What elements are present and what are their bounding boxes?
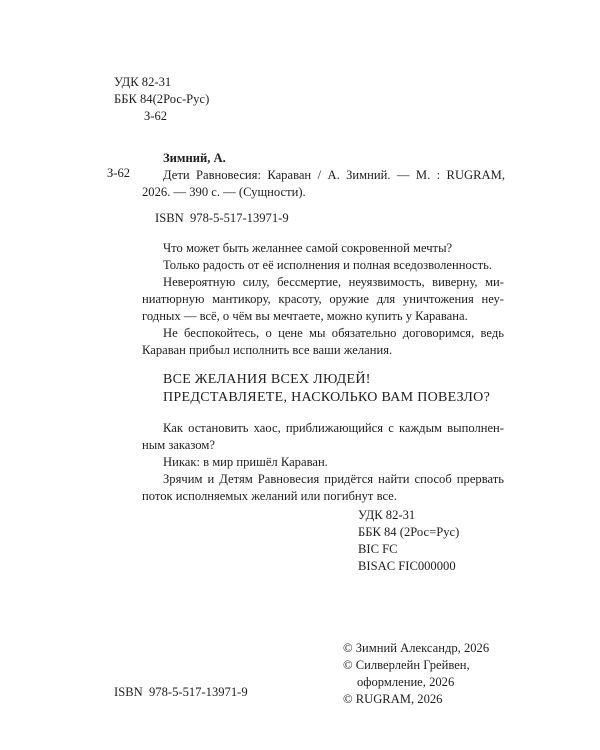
annotation-line: ниатюрную мантикору, красоту, оружие для уничтожения неу- (142, 292, 504, 306)
catalog-entry (142, 150, 505, 227)
copyright-block (343, 640, 489, 708)
annotation-caps (142, 371, 504, 407)
annotation-line: Не беспокойтесь, о цене мы обязательно договоримся, ведь (163, 326, 504, 340)
annotation-line: годных — всё, о чём вы мечтаете, можно купить у Каравана. (142, 309, 468, 323)
author-mark: З-62 (144, 109, 168, 123)
annotation-line: Зрячим и Детям Равновесия придётся найти способ прервать (163, 472, 504, 486)
annotation-paragraph: Что может быть желаннее самой сокровенной мечты? (163, 241, 453, 255)
annotation-paragraph: Только радость от её исполнения и полная вседозволенность. (163, 258, 493, 272)
copyright-line: © Зимний Александр, 2026 (343, 641, 490, 655)
annotation-line: Как остановить хаос, приближающийся с каждым выполнен- (163, 421, 504, 435)
bisac-code: BISAC FIC000000 (358, 559, 456, 573)
annotation-line: ным заказом? (142, 438, 215, 452)
annotation-line: Караван прибыл исполнить все ваши желания. (142, 343, 393, 357)
catalog-mark (107, 165, 130, 182)
isbn-bottom (114, 684, 248, 701)
classification-bottom (358, 507, 459, 575)
bbk-code: ББК 84(2Рос-Рус) (114, 92, 210, 106)
caps-line: ВСЕ ЖЕЛАНИЯ ВСЕХ ЛЮДЕЙ! (163, 372, 371, 387)
annotation-paragraph: Никак: в мир пришёл Караван. (163, 455, 328, 469)
copyright-line: оформление, 2026 (357, 675, 455, 689)
annotation-line: поток исполняемых желаний или погибнут все. (142, 489, 397, 503)
isbn-number: ISBN 978-5-517-13971-9 (114, 685, 248, 699)
bbk-code: ББК 84 (2Рос=Рус) (358, 525, 460, 539)
caps-line: ПРЕДСТАВЛЯЕТЕ, НАСКОЛЬКО ВАМ ПОВЕЗЛО? (163, 390, 491, 405)
udk-code: УДК 82-31 (114, 75, 172, 89)
catalog-author-mark: З-62 (107, 166, 131, 180)
annotation-line: Невероятную силу, бессмертие, неуязвимость, виверну, ми- (163, 275, 504, 289)
copyright-line: © RUGRAM, 2026 (343, 692, 443, 706)
catalog-description-line: 2026. — 390 с. — (Сущности). (142, 185, 306, 199)
annotation (142, 240, 504, 505)
bic-code: BIC FC (358, 542, 398, 556)
copyright-line: © Силверлейн Грейвен, (343, 658, 470, 672)
catalog-description-line: Дети Равновесия: Караван / А. Зимний. — М. : RUGRAM, (163, 168, 505, 182)
catalog-isbn: ISBN 978-5-517-13971-9 (155, 211, 289, 225)
udk-code: УДК 82-31 (358, 508, 416, 522)
classification-top (114, 74, 209, 125)
catalog-author: Зимний, А. (163, 151, 226, 165)
